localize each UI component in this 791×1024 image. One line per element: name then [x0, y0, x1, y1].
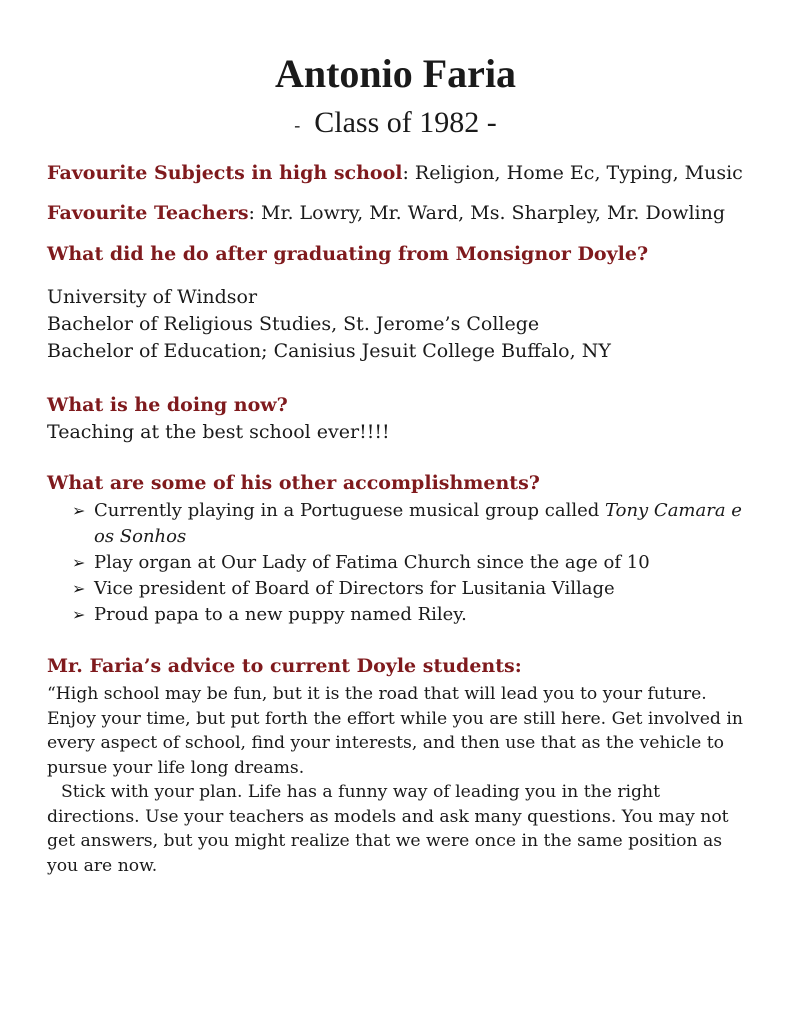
- favourite-teachers: [47, 202, 725, 224]
- page-title: Antonio Faria: [274, 51, 517, 96]
- arrow-bullet-icon: ➢: [72, 501, 86, 520]
- doing-now-question: What is he doing now?: [47, 394, 288, 416]
- accomplishment-text: Proud papa to a new puppy named Riley.: [94, 604, 467, 625]
- arrow-bullet-icon: ➢: [72, 605, 86, 624]
- advice-quote: [47, 682, 757, 878]
- favourite-subjects-value: : Religion, Home Ec, Typing, Music: [402, 162, 743, 184]
- advice-heading: Mr. Faria’s advice to current Doyle students:: [47, 655, 522, 677]
- favourite-teachers-value: : Mr. Lowry, Mr. Ward, Ms. Sharpley, Mr. Dowling: [248, 202, 726, 224]
- favourite-subjects: [47, 162, 743, 184]
- accomplishments-question: What are some of his other accomplishments?: [47, 472, 540, 494]
- doing-now-answer: Teaching at the best school ever!!!!: [47, 421, 390, 443]
- list-item: [72, 498, 752, 550]
- list-item: [72, 602, 752, 628]
- after-grad-line: University of Windsor: [47, 286, 258, 308]
- favourite-subjects-label: Favourite Subjects in high school: [47, 162, 403, 184]
- list-item: [72, 576, 752, 602]
- arrow-bullet-icon: ➢: [72, 553, 86, 572]
- band-name: Tony Camara e os Sonhos: [94, 500, 742, 547]
- list-item: [72, 550, 752, 576]
- accomplishment-text: Vice president of Board of Directors for Lusitania Village: [94, 578, 615, 599]
- accomplishment-text: Currently playing in a Portuguese musical group called: [94, 500, 605, 521]
- class-subtitle: [0, 106, 791, 140]
- arrow-bullet-icon: ➢: [72, 579, 86, 598]
- advice-paragraph: Stick with your plan. Life has a funny way of leading you in the right directions. Use your teachers as models and ask many questions. You may not get answers, but you might realize that we were once in the same position as you are now.: [47, 782, 729, 876]
- after-grad-line: Bachelor of Education; Canisius Jesuit College Buffalo, NY: [47, 340, 611, 362]
- after-grad-question: What did he do after graduating from Monsignor Doyle?: [47, 243, 649, 265]
- advice-paragraph: “High school may be fun, but it is the road that will lead you to your future. Enjoy your time, but put forth the effort while you are still here. Get involved in every aspect of school, find your interests, and then use that as the vehicle to pursue your life long dreams.: [47, 684, 743, 778]
- accomplishments-list: [72, 498, 752, 628]
- favourite-teachers-label: Favourite Teachers: [47, 202, 249, 224]
- after-grad-list: [47, 284, 611, 365]
- subtitle-dash: -: [294, 114, 301, 135]
- accomplishment-text: Play organ at Our Lady of Fatima Church since the age of 10: [94, 552, 650, 573]
- after-grad-line: Bachelor of Religious Studies, St. Jerome’s College: [47, 313, 540, 335]
- class-year: Class of 1982 -: [314, 106, 497, 139]
